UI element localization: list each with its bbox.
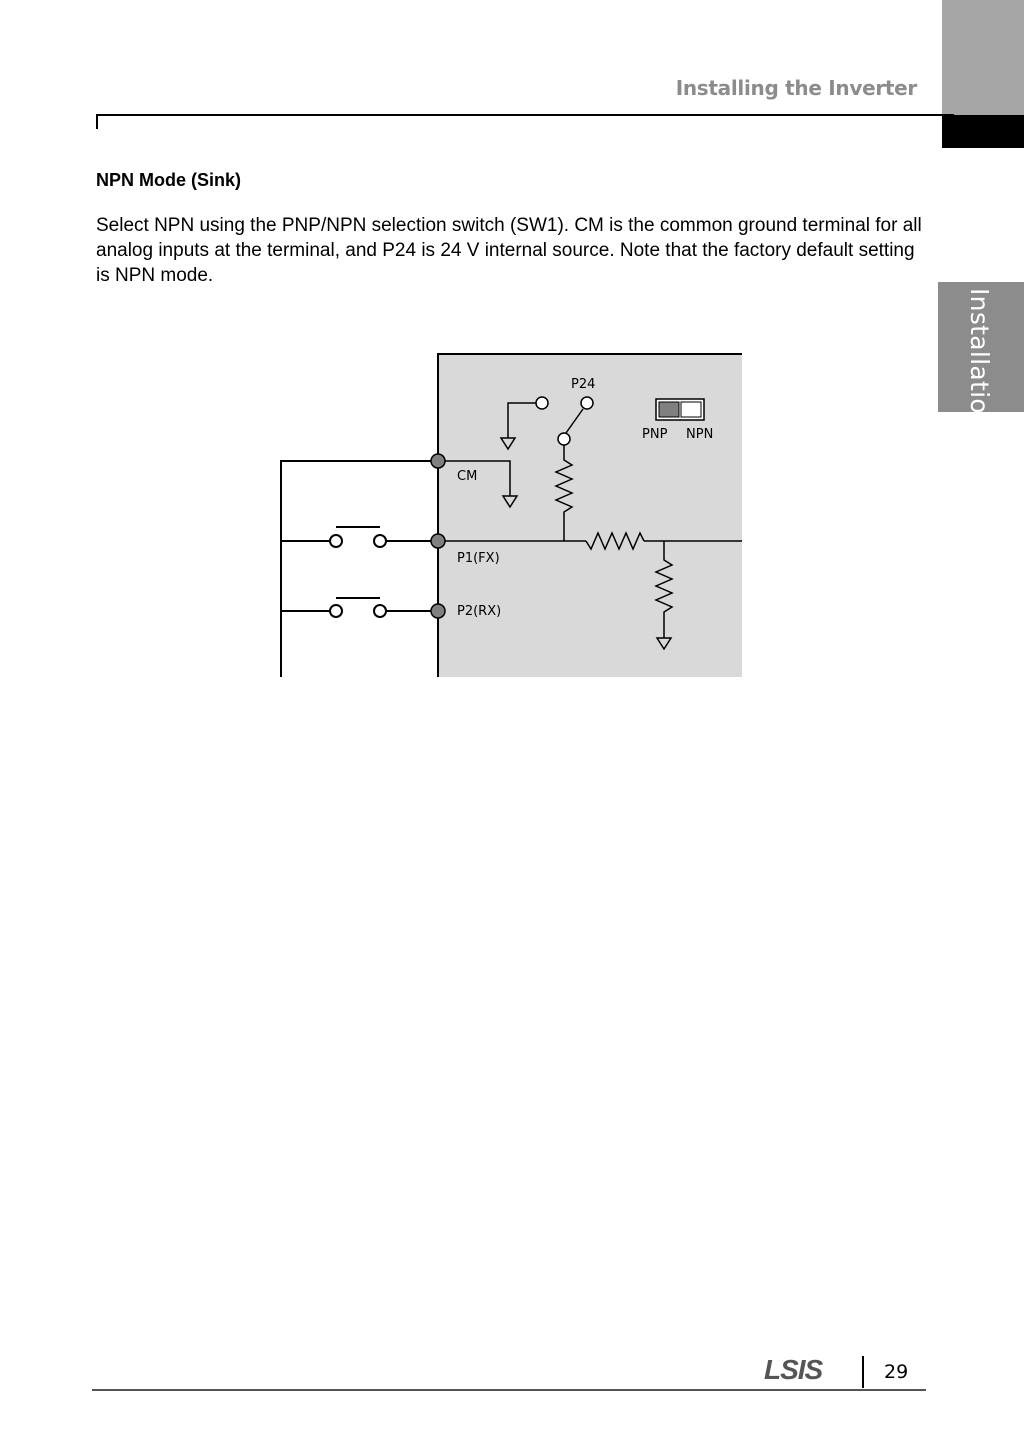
npn-label: NPN bbox=[686, 427, 714, 442]
switch-pivot bbox=[558, 433, 570, 445]
body-paragraph: Select NPN using the PNP/NPN selection switch (SW1). CM is the common ground terminal for all analog inputs at the terminal, and P24 is 24 V internal source. Note that the factory default setting is NPN mode. bbox=[96, 215, 922, 286]
header-rule-tick bbox=[96, 114, 98, 129]
cm-terminal bbox=[431, 454, 445, 468]
npn-wiring-diagram bbox=[270, 345, 750, 685]
footer-rule bbox=[92, 1389, 926, 1391]
svg-text:LSIS: LSIS bbox=[764, 1354, 823, 1384]
section-title: NPN Mode (Sink) bbox=[96, 170, 242, 190]
running-head: Installing the Inverter bbox=[675, 76, 917, 100]
sw1-npn-half bbox=[681, 402, 701, 417]
page-number: 29 bbox=[884, 1361, 909, 1383]
p1-switch-contact-left bbox=[330, 535, 342, 547]
p24-label: P24 bbox=[571, 377, 596, 392]
side-tab-label: Installation bbox=[965, 288, 994, 431]
p24-contact bbox=[581, 397, 593, 409]
lsis-logo bbox=[764, 1354, 850, 1384]
p2-switch-contact-right bbox=[374, 605, 386, 617]
switch-contact-ground bbox=[536, 397, 548, 409]
external-common-wire bbox=[281, 461, 438, 677]
p1-label: P1(FX) bbox=[457, 551, 500, 566]
p2-terminal bbox=[431, 604, 445, 618]
header-rule bbox=[96, 114, 954, 116]
cm-label: CM bbox=[457, 469, 478, 484]
p2-switch-contact-left bbox=[330, 605, 342, 617]
p1-switch-contact-right bbox=[374, 535, 386, 547]
pnp-label: PNP bbox=[642, 427, 668, 442]
sw1-pnp-half bbox=[659, 402, 679, 417]
chapter-tab-top bbox=[942, 0, 1024, 115]
p2-label: P2(RX) bbox=[457, 604, 502, 619]
chapter-tab-marker bbox=[942, 115, 1024, 148]
p1-terminal bbox=[431, 534, 445, 548]
footer-divider bbox=[862, 1356, 864, 1388]
